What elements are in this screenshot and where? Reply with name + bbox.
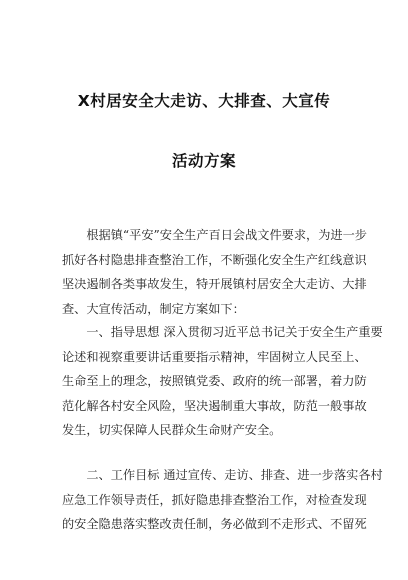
- section-line: 一、指导思想 深入贯彻习近平总书记关于安全生产重要: [62, 325, 383, 339]
- document-title: X村居安全大走访、大排查、大宣传: [77, 92, 331, 110]
- section-line: 范化解各村安全风险，坚决遏制重大事故，防范一般事故: [62, 398, 367, 413]
- intro-line: 抓好各村隐患排查整治工作，不断强化安全生产红线意识: [62, 252, 367, 267]
- section-work-objectives: [62, 463, 383, 537]
- intro-line: 查、大宣传活动，制定方案如下：: [62, 301, 245, 316]
- section-line: 的安全隐患落实整改责任制，务必做到不走形式、不留死: [62, 517, 367, 531]
- document-subtitle: 活动方案: [171, 152, 236, 170]
- section-line: 二、工作目标 通过宣传、走访、排查、进一步落实各村: [62, 468, 383, 482]
- intro-line: 坚决遏制各类事故发生，特开展镇村居安全大走访、大排: [62, 277, 367, 291]
- section-line: 发生，切实保障人民群众生命财产安全。: [62, 423, 282, 437]
- section-line: 生命至上的理念，按照镇党委、政府的统一部署，着力防: [62, 374, 367, 388]
- section-line: 应急工作领导责任，抓好隐患排查整治工作，对检查发现: [62, 492, 367, 507]
- section-line: 论述和视察重要讲话重要指示精神，牢固树立人民至上、: [62, 349, 367, 364]
- intro-paragraph: [62, 223, 367, 321]
- section-guiding-ideology: [62, 320, 383, 443]
- intro-line: 根据镇“平安”安全生产百日会战文件要求，为进一步: [62, 228, 367, 242]
